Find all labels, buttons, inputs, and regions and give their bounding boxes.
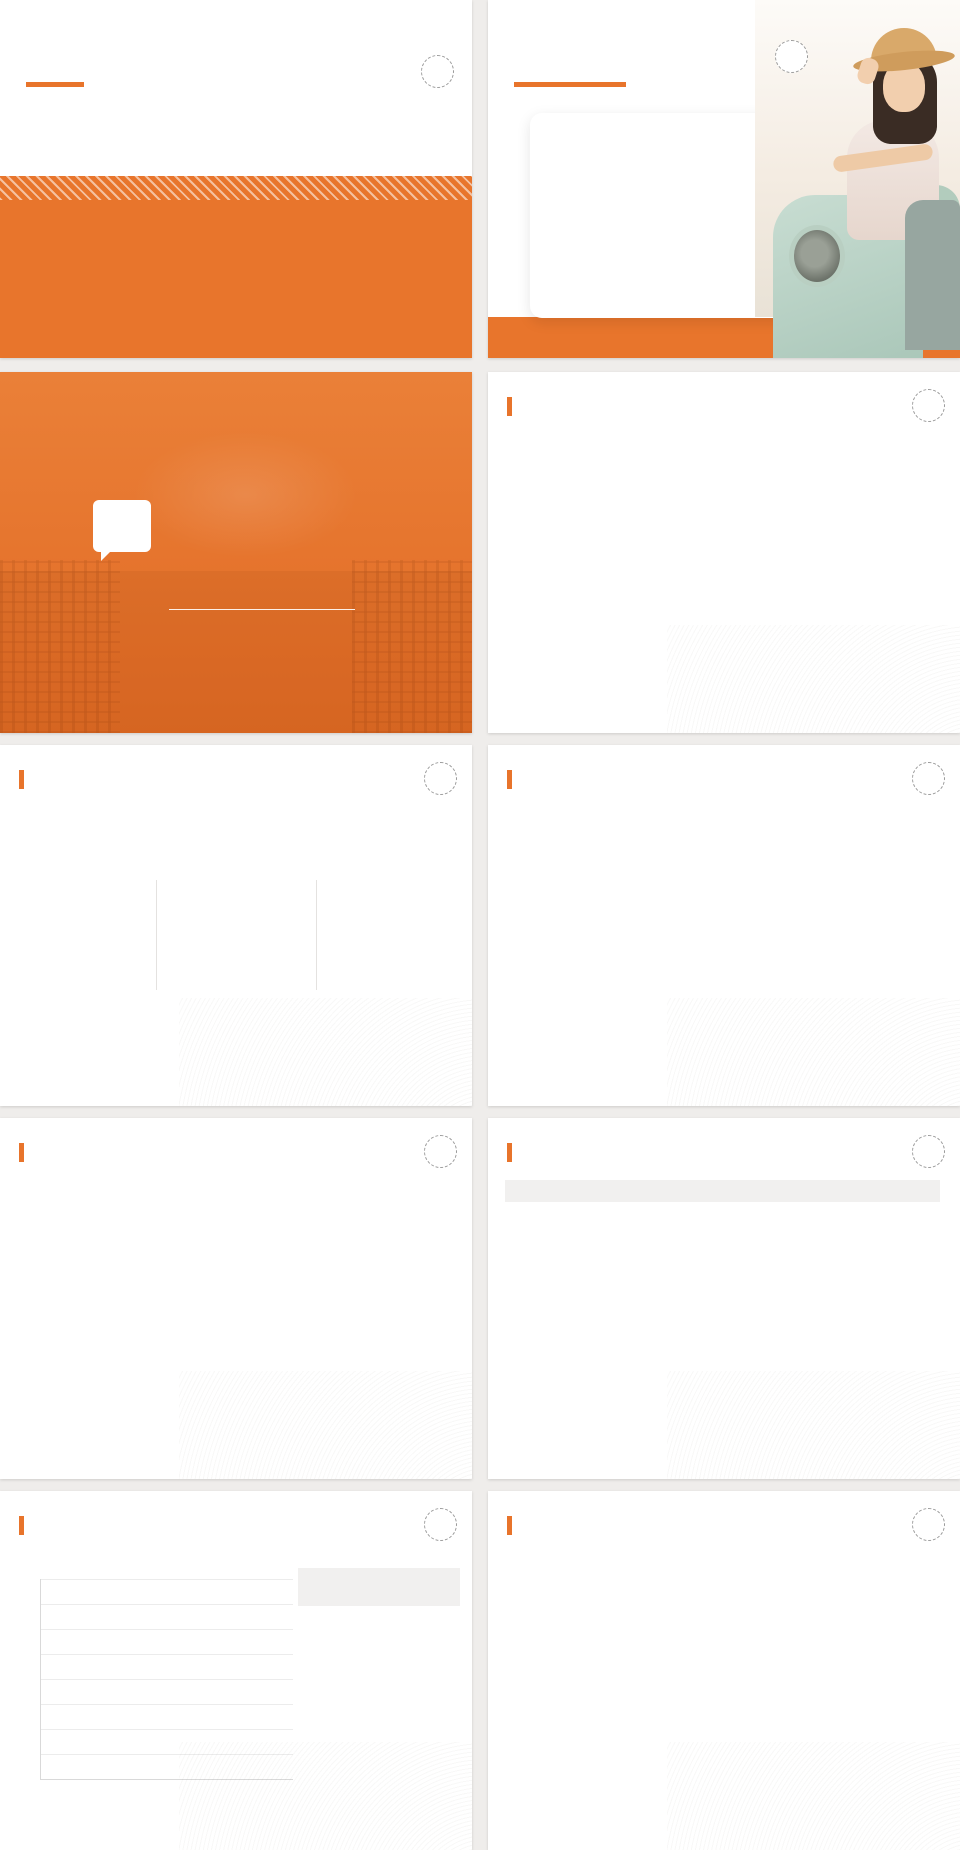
divider-line bbox=[169, 609, 355, 610]
slide-practices[interactable] bbox=[488, 1491, 960, 1850]
wave-decoration bbox=[667, 1371, 960, 1479]
slide-about-me[interactable] bbox=[488, 0, 960, 358]
section-number-badge bbox=[93, 500, 151, 552]
orange-band bbox=[0, 176, 472, 358]
ck-logo bbox=[912, 762, 945, 795]
ck-logo bbox=[424, 1508, 457, 1541]
slide-learning-gains[interactable] bbox=[488, 372, 960, 733]
slide-learning-data[interactable] bbox=[0, 1491, 472, 1850]
slide-language-skills[interactable] bbox=[0, 1118, 472, 1479]
building-windows-right bbox=[352, 560, 472, 733]
header-accent-bar bbox=[507, 1516, 512, 1535]
header-accent-bar bbox=[507, 1143, 512, 1162]
title-underline bbox=[26, 82, 84, 87]
hatch-decoration bbox=[0, 176, 472, 200]
skirt bbox=[905, 200, 960, 350]
slide-section-learning[interactable] bbox=[0, 372, 472, 733]
chart-plot-area bbox=[40, 1579, 293, 1780]
text-block-plain bbox=[298, 1703, 460, 1711]
ck-logo bbox=[424, 762, 457, 795]
divider bbox=[316, 880, 317, 990]
header-accent-bar bbox=[19, 1143, 24, 1162]
image-placeholder-grid bbox=[503, 476, 941, 650]
ck-logo bbox=[912, 389, 945, 422]
slide-tooling-skills[interactable] bbox=[488, 1118, 960, 1479]
wave-decoration bbox=[179, 998, 472, 1106]
checkerboard-grid bbox=[503, 1558, 941, 1784]
intro-text-box bbox=[505, 1180, 940, 1202]
building-windows-left bbox=[0, 560, 120, 733]
slide-competition-honors[interactable] bbox=[488, 745, 960, 1106]
slide-academic-achievement[interactable] bbox=[0, 745, 472, 1106]
scooter-headlight bbox=[789, 225, 845, 287]
title-underline bbox=[514, 82, 626, 87]
ck-logo bbox=[424, 1135, 457, 1168]
bar-chart bbox=[12, 1579, 293, 1780]
header-accent-bar bbox=[19, 1516, 24, 1535]
ck-logo bbox=[775, 40, 808, 73]
divider bbox=[156, 880, 157, 990]
ck-logo bbox=[421, 55, 454, 88]
wave-decoration bbox=[179, 1371, 472, 1479]
header-accent-bar bbox=[507, 397, 512, 416]
wave-decoration bbox=[667, 998, 960, 1106]
slide-contents[interactable] bbox=[0, 0, 472, 358]
text-block-highlight bbox=[298, 1568, 460, 1606]
header-accent-bar bbox=[507, 770, 512, 789]
ck-logo bbox=[912, 1135, 945, 1168]
header-accent-bar bbox=[19, 770, 24, 789]
ck-logo bbox=[912, 1508, 945, 1541]
chart-y-axis-labels bbox=[12, 1577, 40, 1777]
